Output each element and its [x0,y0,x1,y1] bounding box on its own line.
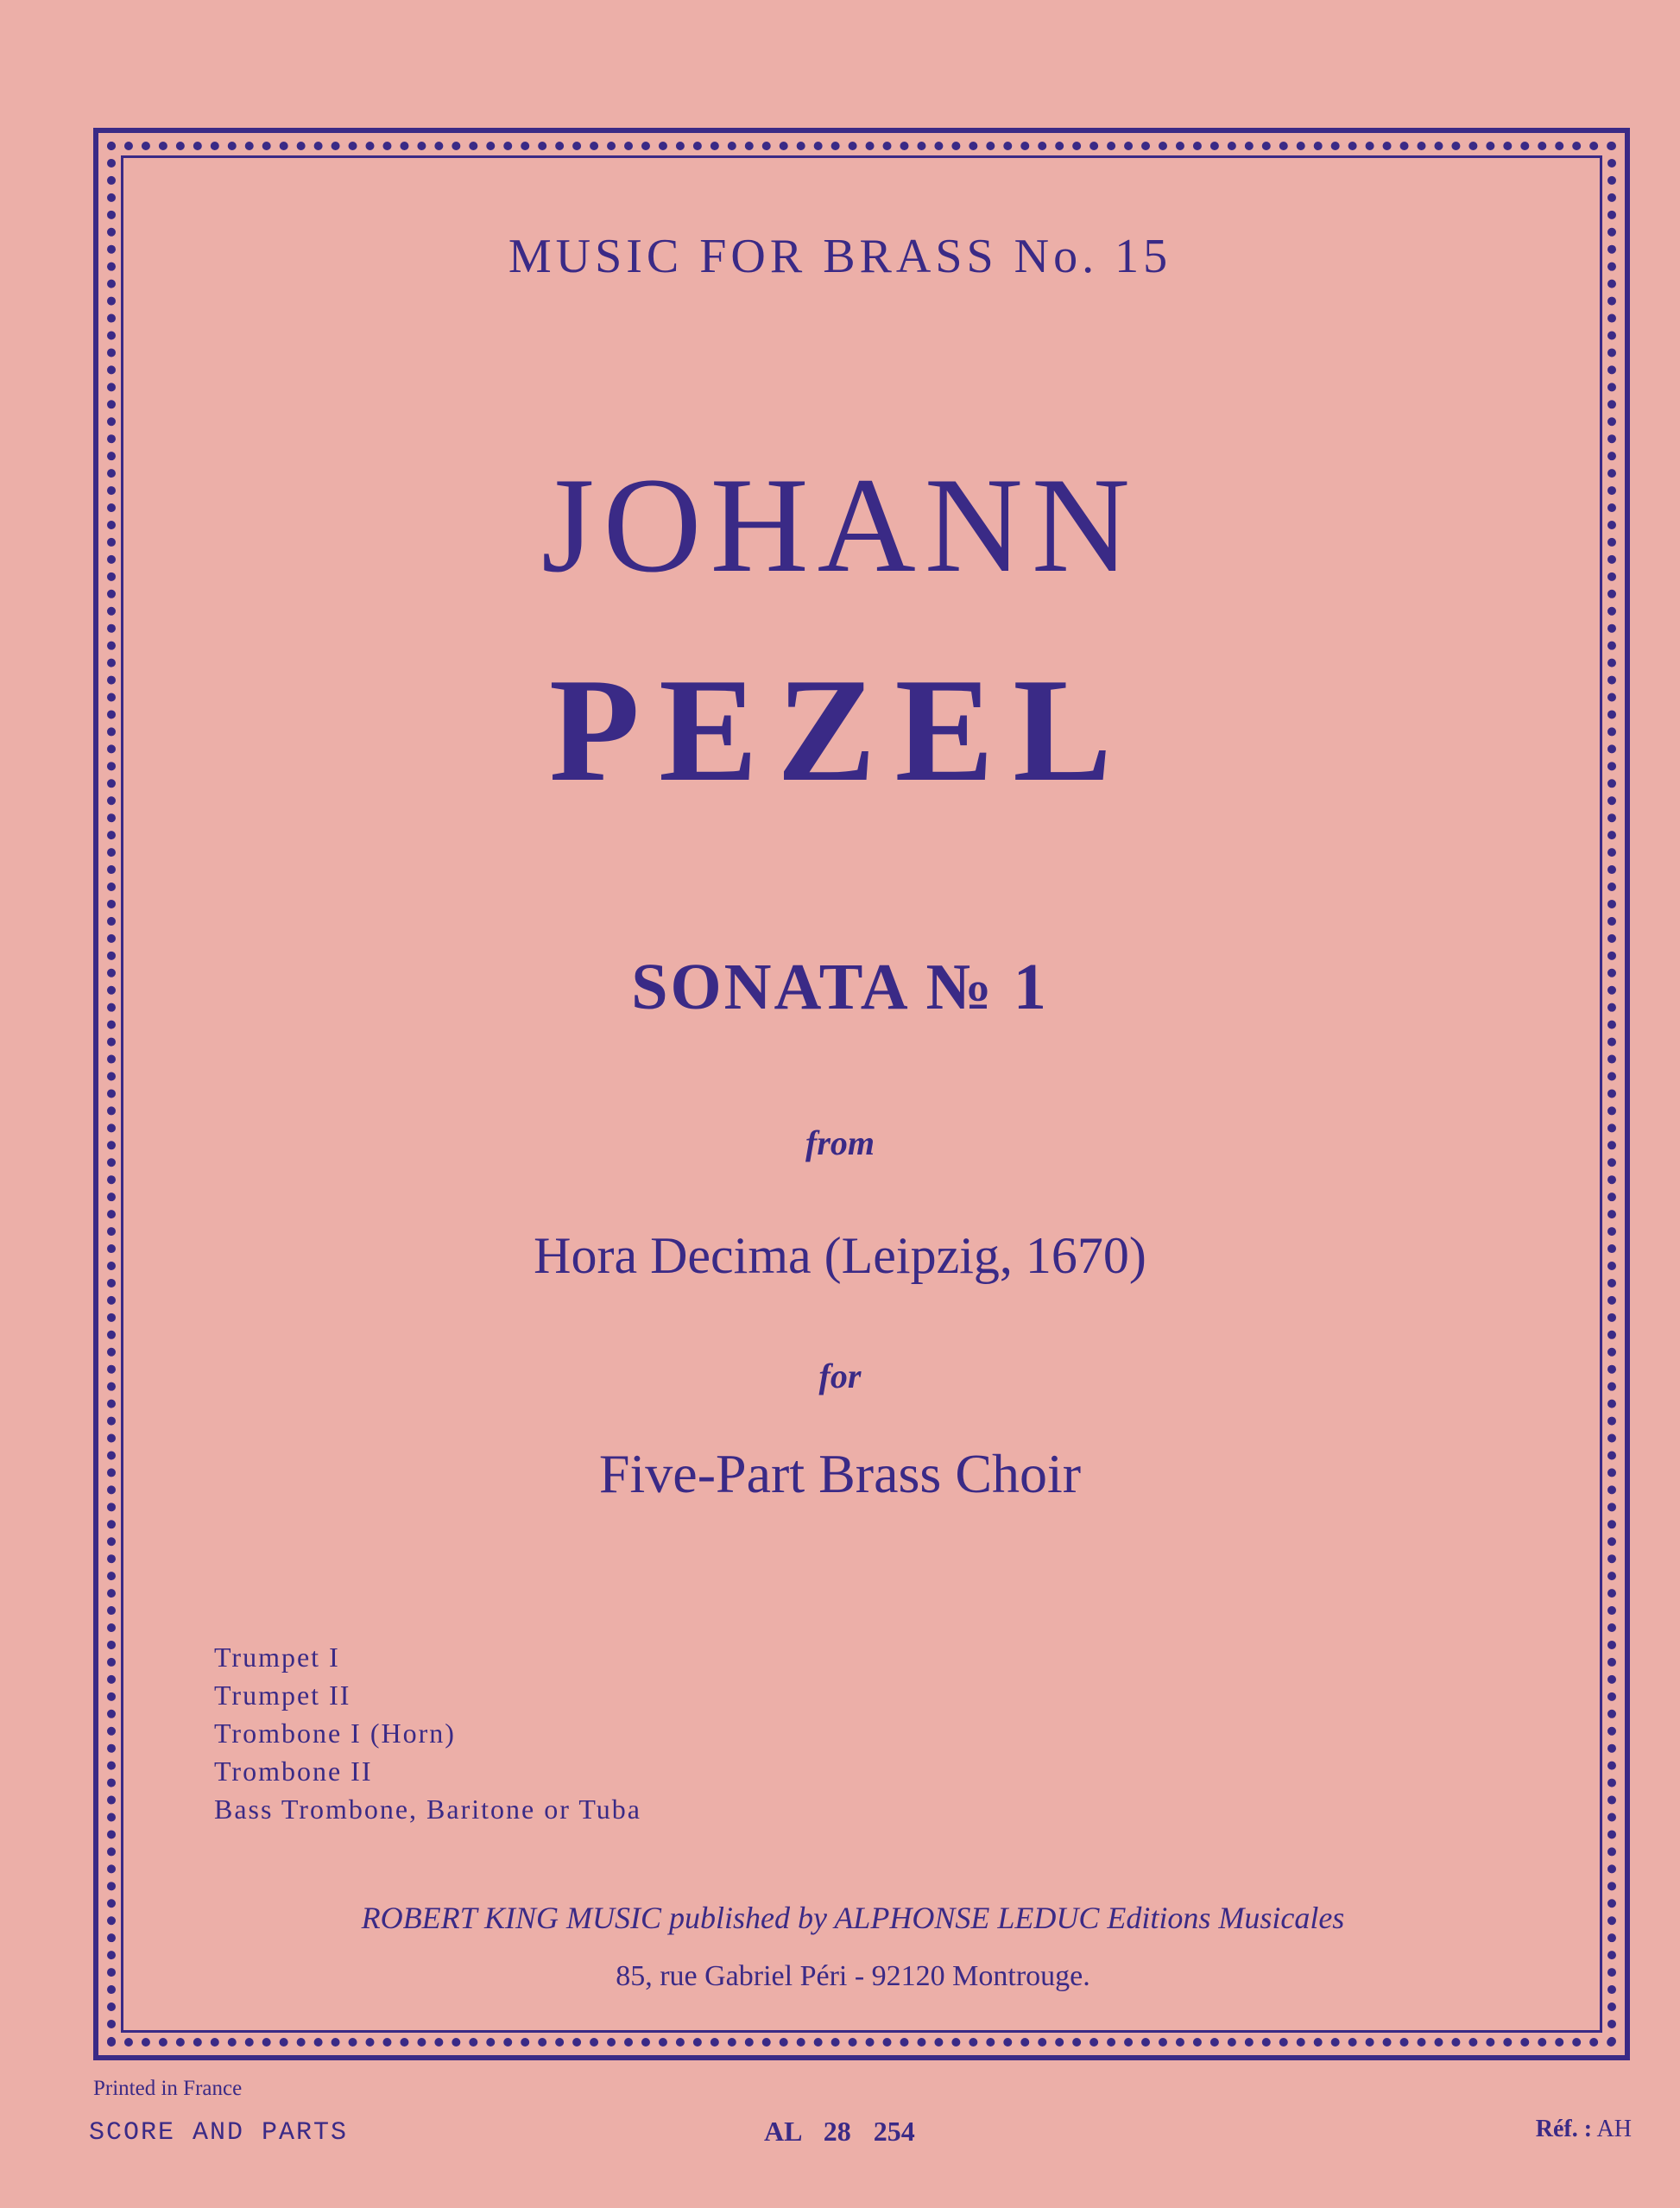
instrument-item: Trombone I (Horn) [214,1718,456,1749]
instrument-item: Trumpet II [214,1680,351,1711]
work-title: SONATA № 1 [631,951,1049,1023]
ensemble-name: Five-Part Brass Choir [598,1443,1082,1504]
series-title: MUSIC FOR BRASS No. 15 [508,230,1172,283]
edition-type: SCORE AND PARTS [89,2118,349,2148]
catalog-number: AL 28 254 [764,2116,915,2147]
reference-value: AH [1596,2116,1632,2142]
source-collection: Hora Decima (Leipzig, 1670) [534,1227,1146,1284]
for-label: for [818,1357,862,1395]
reference-label: Réf. : [1535,2116,1593,2142]
from-label: from [805,1123,875,1162]
instrument-item: Trombone II [214,1756,373,1787]
instrument-item: Trumpet I [214,1642,340,1673]
composer-last-name: PEZEL [549,648,1131,813]
publisher-address: 85, rue Gabriel Péri - 92120 Montrouge. [616,1960,1090,1992]
composer-first-name: JOHANN [541,450,1139,601]
publisher-line: ROBERT KING MUSIC published by ALPHONSE LEDUC Editions Musicales [361,1901,1345,1935]
reference-code [1536,2116,1632,2143]
instrument-item: Bass Trombone, Baritone or Tuba [214,1794,641,1825]
printed-in-label: Printed in France [93,2077,243,2100]
instrument-list [214,1638,641,1828]
